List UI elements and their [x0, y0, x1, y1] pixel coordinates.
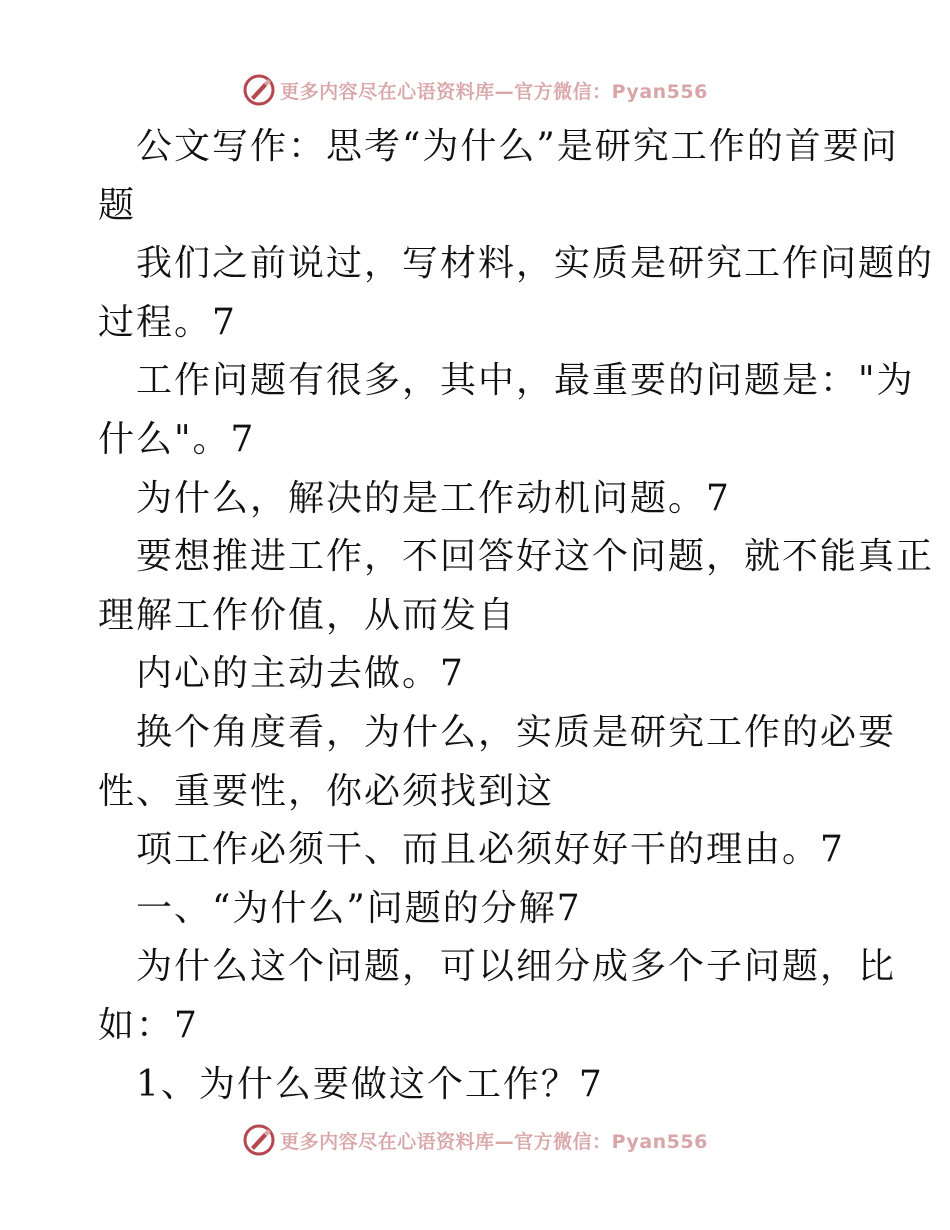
pen-logo-icon: [242, 73, 276, 107]
paragraph-line: 为什么，解决的是工作动机问题。7: [136, 477, 731, 519]
section-heading: 一、“为什么”问题的分解7: [136, 887, 582, 929]
document-title-line-1: 公文写作：思考“为什么”是研究工作的首要问: [136, 126, 899, 167]
paragraph-line: 我们之前说过，写材料，实质是研究工作问题的: [136, 243, 935, 285]
document-body: [98, 118, 935, 1114]
paragraph-line: 内心的主动去做。7: [136, 653, 465, 695]
paragraph-line: 过程。7: [98, 301, 237, 343]
list-item: 1、为什么要做这个工作？7: [136, 1063, 604, 1105]
pen-logo-icon: [242, 1123, 276, 1157]
paragraph-line: 换个角度看，为什么，实质是研究工作的必要: [136, 711, 897, 753]
paragraph-line: 项工作必须干、而且必须好好干的理由。7: [136, 829, 845, 871]
paragraph-line: 理解工作价值，从而发自: [98, 594, 517, 636]
paragraph-line: 工作问题有很多，其中，最重要的问题是："为: [136, 360, 915, 402]
footer-banner-text: 更多内容尽在心语资料库—官方微信：Pyan556: [280, 1130, 708, 1153]
paragraph-line: 为什么这个问题，可以细分成多个子问题，比: [136, 946, 897, 988]
paragraph-line: 要想推进工作，不回答好这个问题，就不能真正: [136, 536, 935, 578]
document-title-line-2: 题: [98, 184, 137, 226]
header-banner: [0, 70, 950, 110]
paragraph-line: 什么"。7: [98, 418, 256, 460]
paragraph-line: 性、重要性，你必须找到这: [98, 770, 555, 812]
header-banner-text: 更多内容尽在心语资料库—官方微信：Pyan556: [280, 80, 708, 103]
paragraph-line: 如：7: [98, 1004, 199, 1046]
footer-banner: [0, 1120, 950, 1160]
